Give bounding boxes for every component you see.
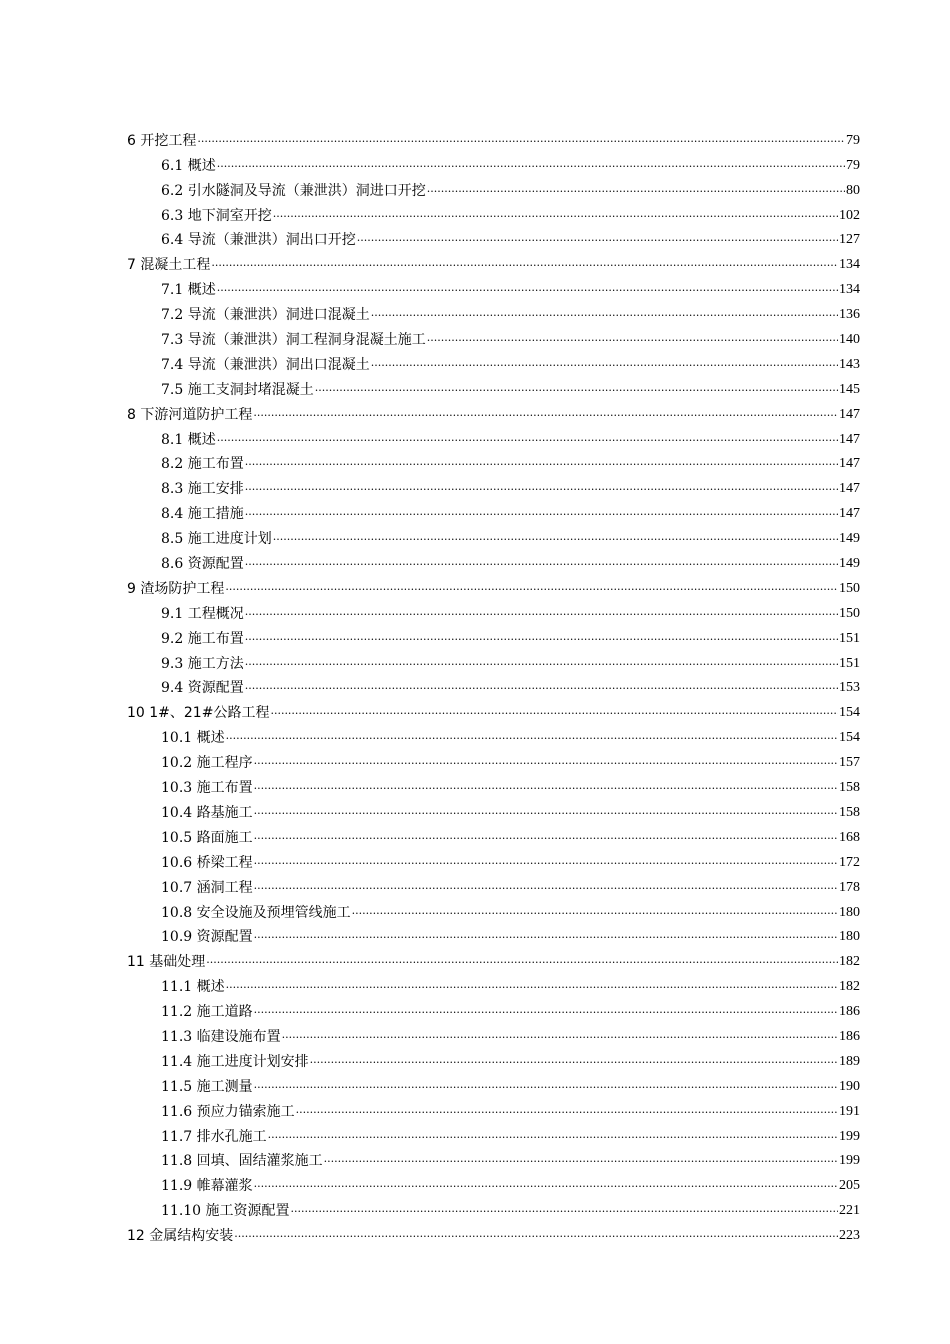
toc-entry-page-number: 134 [839, 282, 860, 298]
toc-section-entry[interactable] [127, 1170, 860, 1195]
toc-entry-page-number: 223 [839, 1228, 860, 1244]
toc-dot-leader [254, 877, 838, 895]
toc-entry-title: 7.1 概述 [161, 282, 216, 299]
toc-section-entry[interactable] [127, 897, 860, 922]
toc-section-entry[interactable] [127, 473, 860, 498]
toc-section-entry[interactable] [127, 424, 860, 449]
table-of-contents [127, 125, 860, 1245]
toc-dot-leader [273, 205, 838, 223]
toc-entry-page-number: 186 [839, 1004, 860, 1020]
toc-entry-page-number: 147 [839, 506, 860, 522]
toc-section-entry[interactable] [127, 150, 860, 175]
toc-section-entry[interactable] [127, 747, 860, 772]
toc-entry-page-number: 151 [839, 655, 860, 671]
toc-section-entry[interactable] [127, 1071, 860, 1096]
toc-entry-page-number: 79 [846, 132, 860, 148]
toc-entry-title: 11.5 施工测量 [161, 1078, 253, 1095]
toc-section-entry[interactable] [127, 1096, 860, 1121]
toc-entry-page-number: 147 [839, 456, 860, 472]
toc-entry-title: 10.9 资源配置 [161, 929, 253, 946]
toc-dot-leader [245, 503, 838, 521]
toc-dot-leader [254, 802, 838, 820]
toc-entry-title: 11.4 施工进度计划安排 [161, 1053, 309, 1070]
toc-dot-leader [270, 702, 838, 720]
toc-section-entry[interactable] [127, 299, 860, 324]
toc-entry-title: 9.1 工程概况 [161, 605, 244, 622]
toc-dot-leader [254, 777, 838, 795]
toc-section-entry[interactable] [127, 623, 860, 648]
toc-entry-page-number: 102 [839, 207, 860, 223]
toc-entry-page-number: 154 [839, 730, 860, 746]
toc-section-entry[interactable] [127, 1121, 860, 1146]
toc-dot-leader [282, 1026, 838, 1044]
toc-section-entry[interactable] [127, 374, 860, 399]
toc-dot-leader [245, 553, 838, 571]
toc-entry-page-number: 127 [839, 232, 860, 248]
toc-section-entry[interactable] [127, 274, 860, 299]
toc-dot-leader [217, 155, 845, 173]
toc-dot-leader [268, 1126, 838, 1144]
toc-dot-leader [234, 1225, 838, 1243]
toc-entry-page-number: 199 [839, 1128, 860, 1144]
toc-entry-page-number: 150 [839, 605, 860, 621]
toc-entry-title: 9.3 施工方法 [161, 655, 244, 672]
toc-dot-leader [315, 379, 838, 397]
toc-entry-page-number: 151 [839, 630, 860, 646]
toc-entry-title: 11.3 临建设施布置 [161, 1028, 281, 1045]
toc-entry-page-number: 221 [839, 1203, 860, 1219]
toc-dot-leader [254, 1175, 838, 1193]
toc-entry-page-number: 158 [839, 804, 860, 820]
toc-dot-leader [427, 180, 845, 198]
toc-entry-title: 11.8 回填、固结灌浆施工 [161, 1153, 323, 1170]
toc-entry-page-number: 80 [846, 182, 860, 198]
toc-dot-leader [357, 229, 838, 247]
toc-dot-leader [254, 827, 838, 845]
toc-entry-page-number: 140 [839, 332, 860, 348]
toc-entry-page-number: 149 [839, 531, 860, 547]
toc-entry-page-number: 180 [839, 929, 860, 945]
toc-entry-title: 6.3 地下洞室开挖 [161, 207, 272, 224]
toc-dot-leader [352, 902, 838, 920]
toc-entry-page-number: 147 [839, 481, 860, 497]
toc-entry-page-number: 147 [839, 431, 860, 447]
toc-chapter-entry[interactable] [127, 249, 860, 274]
toc-dot-leader [245, 603, 838, 621]
toc-dot-leader [245, 478, 838, 496]
toc-entry-title: 7.5 施工支洞封堵混凝土 [161, 381, 314, 398]
toc-entry-page-number: 79 [846, 157, 860, 173]
toc-entry-title: 10.5 路面施工 [161, 829, 253, 846]
toc-entry-title: 7.3 导流（兼泄洪）洞工程洞身混凝土施工 [161, 332, 426, 349]
toc-entry-title: 11.2 施工道路 [161, 1004, 253, 1021]
toc-entry-page-number: 136 [839, 307, 860, 323]
toc-dot-leader [245, 677, 838, 695]
toc-section-entry[interactable] [127, 598, 860, 623]
toc-entry-title: 12 金属结构安装 [127, 1228, 234, 1245]
toc-entry-title: 10.7 涵洞工程 [161, 879, 253, 896]
toc-entry-title: 10.4 路基施工 [161, 804, 253, 821]
toc-section-entry[interactable] [127, 1046, 860, 1071]
toc-dot-leader [254, 926, 838, 944]
toc-entry-title: 10.8 安全设施及预埋管线施工 [161, 904, 351, 921]
toc-dot-leader [291, 1200, 838, 1218]
toc-entry-page-number: 182 [839, 979, 860, 995]
toc-entry-page-number: 147 [839, 406, 860, 422]
toc-dot-leader [245, 453, 838, 471]
toc-dot-leader [197, 130, 845, 148]
toc-entry-title: 11.6 预应力锚索施工 [161, 1103, 295, 1120]
toc-entry-page-number: 186 [839, 1028, 860, 1044]
toc-entry-title: 9.2 施工布置 [161, 630, 244, 647]
toc-entry-title: 7 混凝土工程 [127, 257, 211, 274]
toc-section-entry[interactable] [127, 523, 860, 548]
toc-entry-title: 8.1 概述 [161, 431, 216, 448]
toc-section-entry[interactable] [127, 872, 860, 897]
toc-section-entry[interactable] [127, 498, 860, 523]
toc-entry-title: 10.2 施工程序 [161, 755, 253, 772]
toc-dot-leader [226, 976, 838, 994]
toc-chapter-entry[interactable] [127, 573, 860, 598]
toc-entry-title: 8.6 资源配置 [161, 556, 244, 573]
toc-section-entry[interactable] [127, 648, 860, 673]
toc-dot-leader [296, 1101, 838, 1119]
toc-section-entry[interactable] [127, 722, 860, 747]
toc-dot-leader [371, 304, 838, 322]
toc-dot-leader [211, 254, 838, 272]
toc-section-entry[interactable] [127, 1195, 860, 1220]
toc-entry-title: 8.4 施工措施 [161, 506, 244, 523]
toc-section-entry[interactable] [127, 971, 860, 996]
toc-section-entry[interactable] [127, 1021, 860, 1046]
toc-dot-leader [254, 1001, 838, 1019]
toc-entry-page-number: 168 [839, 829, 860, 845]
toc-entry-page-number: 149 [839, 556, 860, 572]
toc-entry-title: 8.2 施工布置 [161, 456, 244, 473]
toc-entry-title: 10.6 桥梁工程 [161, 854, 253, 871]
toc-entry-title: 11.10 施工资源配置 [161, 1203, 290, 1220]
toc-section-entry[interactable] [127, 449, 860, 474]
toc-section-entry[interactable] [127, 548, 860, 573]
toc-entry-page-number: 134 [839, 257, 860, 273]
toc-entry-title: 10.3 施工布置 [161, 780, 253, 797]
toc-entry-title: 6.4 导流（兼泄洪）洞出口开挖 [161, 232, 356, 249]
toc-entry-page-number: 153 [839, 680, 860, 696]
toc-entry-title: 11 基础处理 [127, 954, 206, 971]
toc-section-entry[interactable] [127, 922, 860, 947]
toc-entry-page-number: 205 [839, 1178, 860, 1194]
toc-entry-title: 10 1#、21#公路工程 [127, 705, 270, 722]
toc-entry-title: 9.4 资源配置 [161, 680, 244, 697]
toc-section-entry[interactable] [127, 772, 860, 797]
toc-dot-leader [217, 279, 838, 297]
toc-section-entry[interactable] [127, 673, 860, 698]
toc-entry-title: 6.2 引水隧洞及导流（兼泄洪）洞进口开挖 [161, 182, 426, 199]
toc-entry-page-number: 190 [839, 1078, 860, 1094]
toc-entry-title: 8.5 施工进度计划 [161, 531, 272, 548]
toc-dot-leader [427, 329, 838, 347]
toc-chapter-entry[interactable] [127, 125, 860, 150]
toc-entry-title: 11.9 帷幕灌浆 [161, 1178, 253, 1195]
toc-dot-leader [206, 951, 838, 969]
toc-dot-leader [226, 727, 838, 745]
toc-section-entry[interactable] [127, 225, 860, 250]
toc-entry-page-number: 180 [839, 904, 860, 920]
toc-entry-page-number: 150 [839, 580, 860, 596]
toc-entry-page-number: 191 [839, 1103, 860, 1119]
toc-dot-leader [254, 852, 838, 870]
toc-section-entry[interactable] [127, 175, 860, 200]
toc-entry-title: 8 下游河道防护工程 [127, 406, 253, 423]
toc-dot-leader [371, 354, 838, 372]
toc-section-entry[interactable] [127, 1146, 860, 1171]
toc-section-entry[interactable] [127, 996, 860, 1021]
toc-dot-leader [245, 653, 838, 671]
toc-dot-leader [225, 578, 838, 596]
toc-entry-title: 6.1 概述 [161, 157, 216, 174]
toc-chapter-entry[interactable] [127, 399, 860, 424]
toc-entry-title: 8.3 施工安排 [161, 481, 244, 498]
toc-dot-leader [217, 429, 838, 447]
toc-section-entry[interactable] [127, 797, 860, 822]
toc-section-entry[interactable] [127, 822, 860, 847]
toc-section-entry[interactable] [127, 847, 860, 872]
toc-section-entry[interactable] [127, 349, 860, 374]
toc-dot-leader [254, 1076, 838, 1094]
toc-section-entry[interactable] [127, 200, 860, 225]
toc-dot-leader [253, 404, 838, 422]
toc-entry-page-number: 189 [839, 1053, 860, 1069]
toc-dot-leader [245, 628, 838, 646]
toc-chapter-entry[interactable] [127, 946, 860, 971]
toc-entry-page-number: 199 [839, 1153, 860, 1169]
toc-entry-title: 6 开挖工程 [127, 132, 197, 149]
toc-chapter-entry[interactable] [127, 697, 860, 722]
toc-entry-page-number: 145 [839, 381, 860, 397]
toc-dot-leader [254, 752, 838, 770]
toc-dot-leader [273, 528, 838, 546]
toc-entry-page-number: 157 [839, 755, 860, 771]
toc-entry-title: 9 渣场防护工程 [127, 580, 225, 597]
toc-dot-leader [324, 1150, 838, 1168]
toc-entry-title: 11.1 概述 [161, 979, 225, 996]
toc-section-entry[interactable] [127, 324, 860, 349]
toc-entry-title: 11.7 排水孔施工 [161, 1128, 267, 1145]
toc-entry-page-number: 172 [839, 854, 860, 870]
toc-entry-page-number: 143 [839, 356, 860, 372]
toc-chapter-entry[interactable] [127, 1220, 860, 1245]
toc-entry-page-number: 182 [839, 954, 860, 970]
toc-entry-title: 7.4 导流（兼泄洪）洞出口混凝土 [161, 356, 370, 373]
toc-entry-page-number: 154 [839, 705, 860, 721]
toc-entry-page-number: 158 [839, 780, 860, 796]
toc-dot-leader [310, 1051, 838, 1069]
toc-entry-title: 10.1 概述 [161, 730, 225, 747]
toc-entry-page-number: 178 [839, 879, 860, 895]
toc-entry-title: 7.2 导流（兼泄洪）洞进口混凝土 [161, 307, 370, 324]
